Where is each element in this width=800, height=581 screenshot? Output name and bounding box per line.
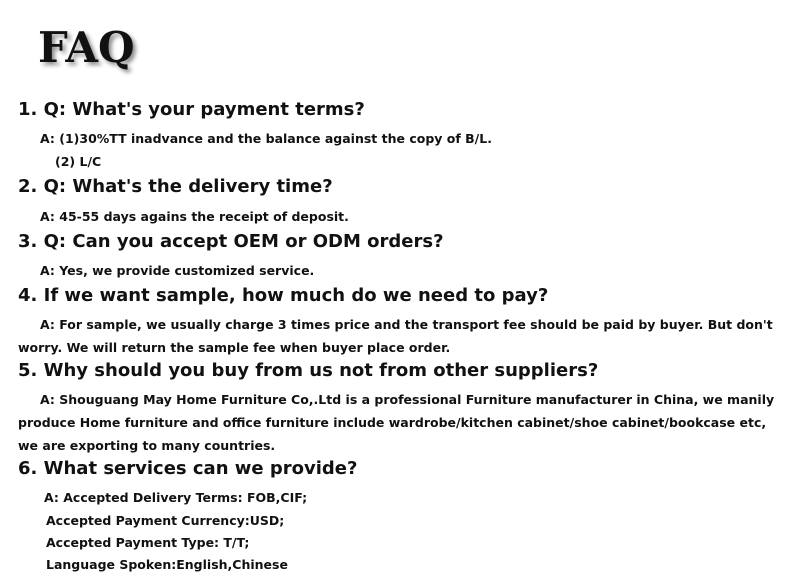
faq-question-2: 2. Q: What's the delivery time? [18, 176, 333, 197]
faq-question-1: 1. Q: What's your payment terms? [18, 99, 365, 120]
faq-answer-6-line-1: A: Accepted Delivery Terms: FOB,CIF; [44, 490, 308, 505]
faq-answer-6-line-2: Accepted Payment Currency:USD; [46, 513, 285, 528]
faq-question-4: 4. If we want sample, how much do we need to pay? [18, 285, 549, 306]
faq-answer-5 [18, 388, 786, 457]
faq-answer-4-text: A: For sample, we usually charge 3 times price and the transport fee should be paid by buyer. But don't worry. We will return the sample fee when buyer place order. [18, 317, 773, 355]
faq-question-3: 3. Q: Can you accept OEM or ODM orders? [18, 231, 444, 252]
faq-answer-2: A: 45-55 days agains the receipt of deposit. [40, 209, 349, 224]
faq-answer-4 [18, 313, 786, 359]
faq-answer-1-line-1: A: (1)30%TT inadvance and the balance against the copy of B/L. [40, 131, 492, 146]
faq-answer-6-line-4: Language Spoken:English,Chinese [46, 557, 288, 572]
page-title: FAQ [38, 23, 135, 72]
faq-question-5: 5. Why should you buy from us not from other suppliers? [18, 360, 599, 381]
faq-answer-3: A: Yes, we provide customized service. [40, 263, 315, 278]
faq-answer-1-line-2: (2) L/C [55, 154, 102, 169]
faq-answer-5-text: A: Shouguang May Home Furniture Co,.Ltd is a professional Furniture manufacturer in China, we manily produce Home furniture and office furniture include wardrobe/kitchen cabinet/shoe cabinet/bookcase etc, we are exporting to many countries. [18, 392, 775, 453]
faq-question-6: 6. What services can we provide? [18, 458, 358, 479]
faq-answer-6-line-3: Accepted Payment Type: T/T; [46, 535, 250, 550]
